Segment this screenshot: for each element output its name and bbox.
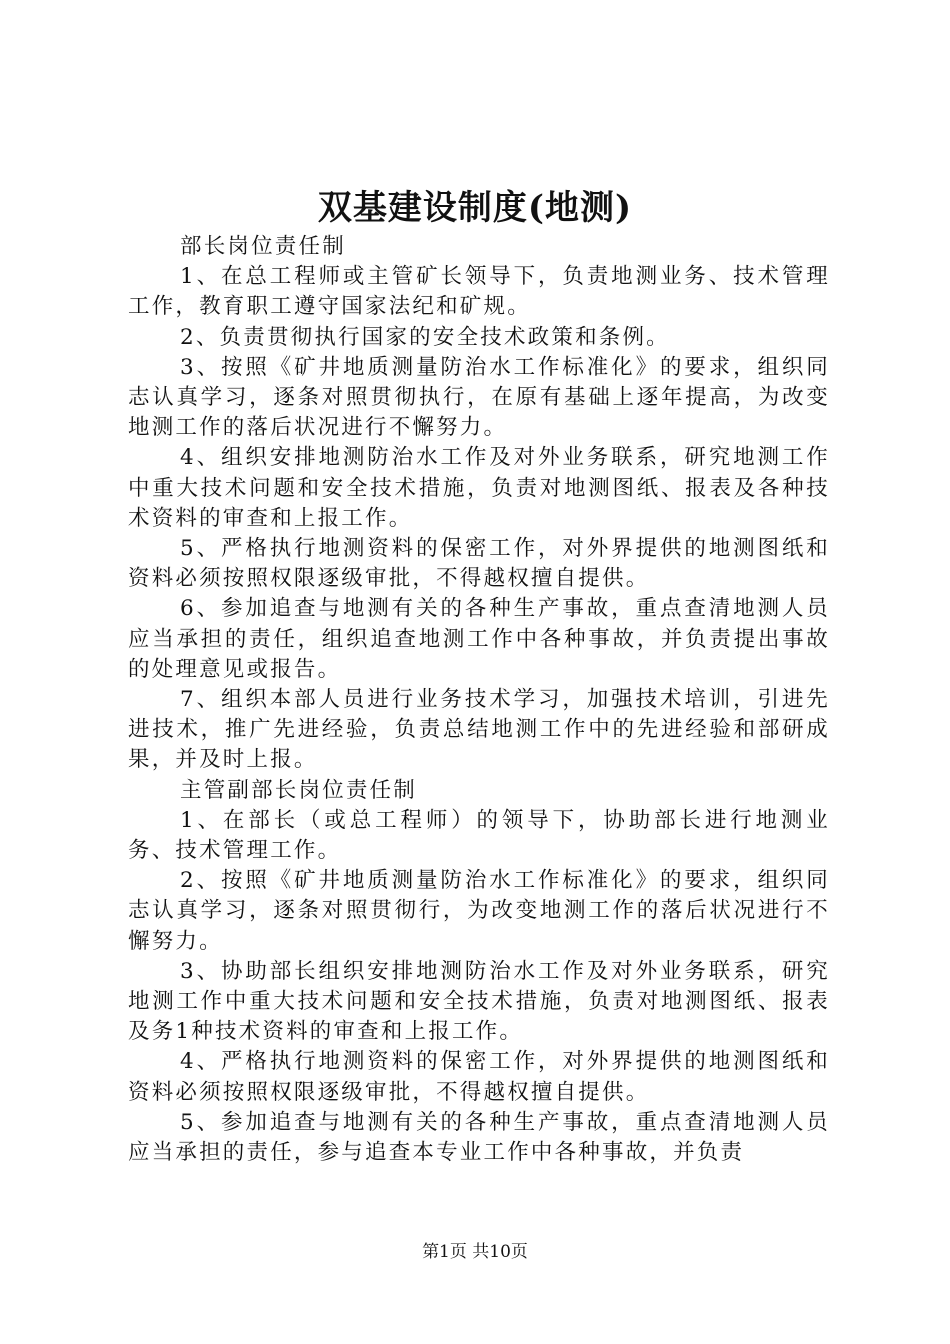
paragraph: 4、严格执行地测资料的保密工作，对外界提供的地测图纸和资料必须按照权限逐级审批，不得越权擅自提供。 [128, 1049, 830, 1105]
paragraph: 6、参加追查与地测有关的各种生产事故，重点查清地测人员应当承担的责任，组织追查地测工作中各种事故，并负责提出事故的处理意见或报告。 [128, 596, 830, 682]
page-number-footer: 第1页 共10页 [422, 1242, 528, 1262]
document-title: 双基建设制度(地测) [317, 188, 633, 228]
paragraph: 4、组织安排地测防治水工作及对外业务联系，研究地测工作中重大技术问题和安全技术措施，负责对地测图纸、报表及各种技术资料的审查和上报工作。 [128, 445, 830, 531]
paragraph: 2、负责贯彻执行国家的安全技术政策和条例。 [180, 324, 670, 350]
paragraph: 1、在总工程师或主管矿长领导下，负责地测业务、技术管理工作，教育职工遵守国家法纪和矿规。 [128, 264, 830, 320]
paragraph: 7、组织本部人员进行业务技术学习，加强技术培训，引进先进技术，推广先进经验，负责总结地测工作中的先进经验和部研成果，并及时上报。 [128, 687, 830, 773]
paragraph: 1、在部长（或总工程师）的领导下，协助部长进行地测业务、技术管理工作。 [128, 807, 830, 864]
paragraph: 3、协助部长组织安排地测防治水工作及对外业务联系，研究地测工作中重大技术问题和安全技术措施，负责对地测图纸、报表及务1种技术资料的审查和上报工作。 [128, 958, 830, 1045]
paragraph: 5、参加追查与地测有关的各种生产事故，重点查清地测人员应当承担的责任，参与追查本专业工作中各种事故，并负责 [128, 1109, 830, 1166]
paragraph: 5、严格执行地测资料的保密工作，对外界提供的地测图纸和资料必须按照权限逐级审批，不得越权擅自提供。 [128, 536, 830, 592]
paragraph: 2、按照《矿井地质测量防治水工作标准化》的要求，组织同志认真学习，逐条对照贯彻行，为改变地测工作的落后状况进行不懈努力。 [128, 868, 830, 954]
section-heading: 部长岗位责任制 [180, 234, 346, 259]
document-body [128, 232, 830, 1168]
paragraph: 3、按照《矿井地质测量防治水工作标准化》的要求，组织同志认真学习，逐条对照贯彻执行，在原有基础上逐年提高，为改变地测工作的落后状况进行不懈努力。 [128, 354, 830, 441]
section-heading: 主管副部长岗位责任制 [180, 777, 418, 803]
